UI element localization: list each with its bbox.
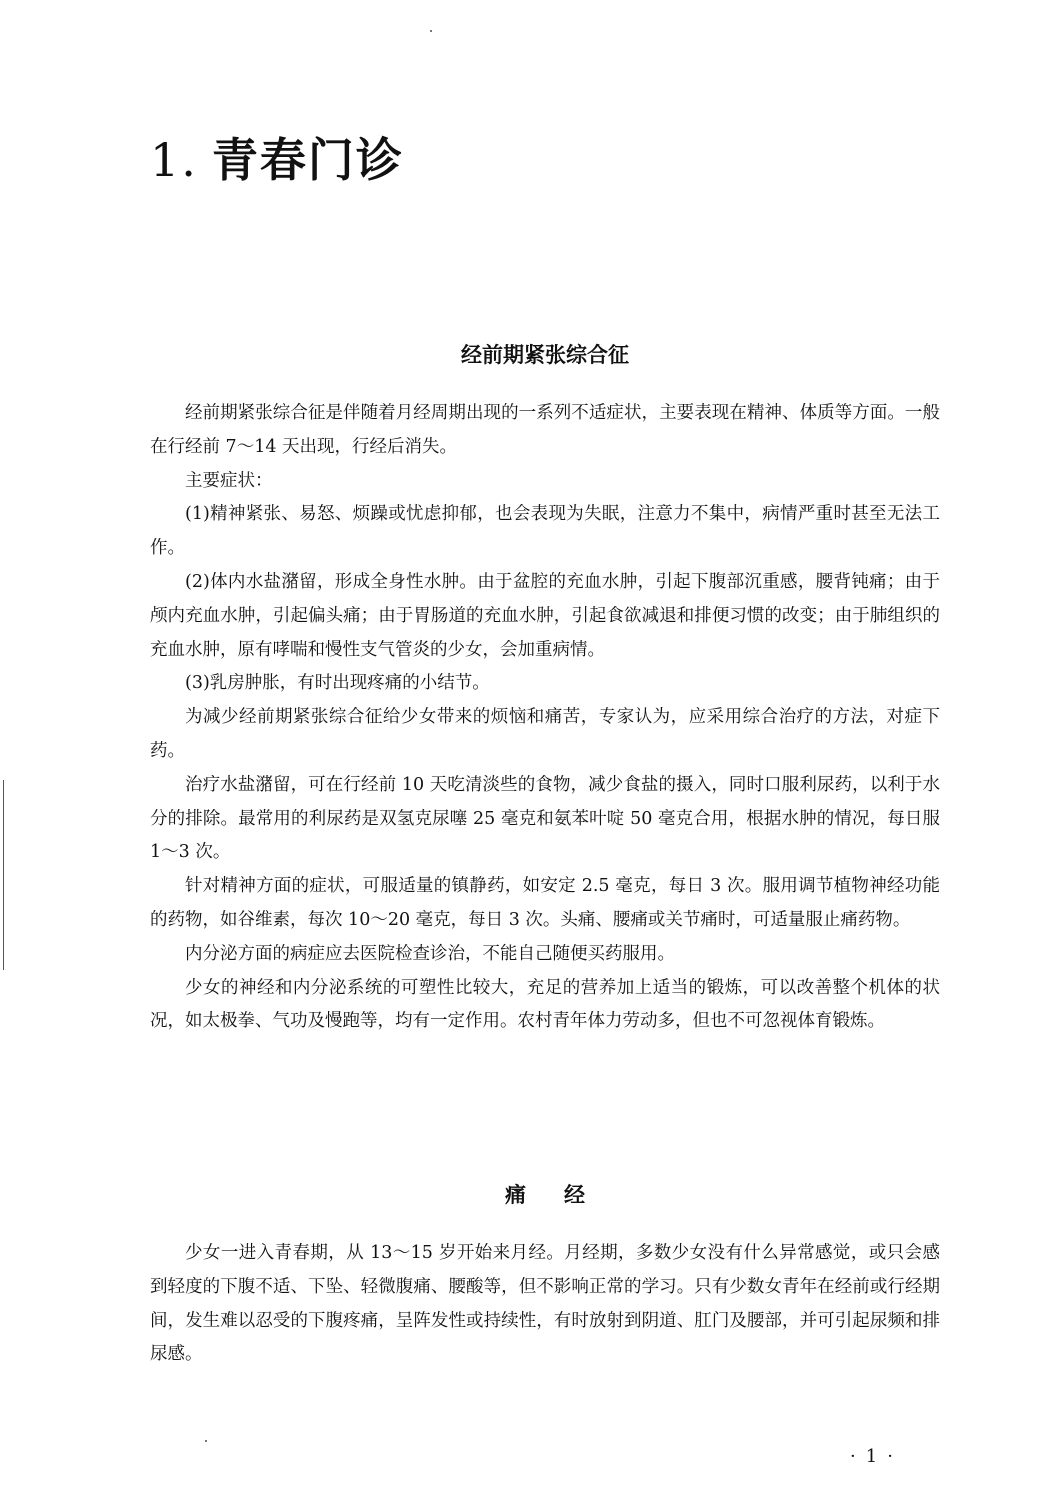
paragraph: 内分泌方面的病症应去医院检查诊治，不能自己随便买药服用。 — [185, 943, 675, 964]
scan-edge-line — [3, 780, 4, 970]
page-dot-left: · — [850, 1446, 856, 1467]
paragraph: 少女一进入青春期，从 13～15 岁开始来月经。月经期，多数少女没有什么异常感觉，或只会感到轻度的下腹不适、下坠、轻微腹痛、腰酸等，但不影响正常的学习。只有少数女青年在经前或行经期间，发生难以忍受的下腹疼痛，呈阵发性或持续性，有时放射到阴道、肛门及腰部，并可引起尿频和排尿感。 — [150, 1243, 940, 1365]
page-number — [840, 1446, 903, 1467]
section-body-dysmenorrhea — [150, 1237, 940, 1372]
paragraph: 为减少经前期紧张综合征给少女带来的烦恼和痛苦，专家认为，应采用综合治疗的方法，对症下药。 — [150, 707, 940, 761]
chapter-number: 1. — [150, 133, 198, 187]
paragraph: 针对精神方面的症状，可服适量的镇静药，如安定 2.5 毫克，每日 3 次。服用调节植物神经功能的药物，如谷维素，每次 10～20 毫克，每日 3 次。头痛、腰痛或关节痛时，可适量服止痛药物。 — [150, 876, 940, 930]
chapter-title-text: 青春门诊 — [211, 133, 404, 187]
page-dot-right: · — [887, 1446, 893, 1467]
paragraph: 经前期紧张综合征是伴随着月经周期出现的一系列不适症状，主要表现在精神、体质等方面。一般在行经前 7～14 天出现，行经后消失。 — [150, 403, 940, 457]
page-number-value: 1 — [865, 1446, 878, 1467]
paragraph: 主要症状： — [185, 470, 273, 491]
chapter-title — [150, 132, 404, 188]
section-body-pms — [150, 397, 940, 1039]
scan-speck — [430, 30, 432, 32]
paragraph: (3)乳房肿胀，有时出现疼痛的小结节。 — [185, 673, 490, 694]
paragraph: 少女的神经和内分泌系统的可塑性比较大，充足的营养加上适当的锻炼，可以改善整个机体的状况，如太极拳、气功及慢跑等，均有一定作用。农村青年体力劳动多，但也不可忽视体育锻炼。 — [150, 977, 940, 1032]
paragraph: (2)体内水盐潴留，形成全身性水肿。由于盆腔的充血水肿，引起下腹部沉重感，腰背钝痛；由于颅内充血水肿，引起偏头痛；由于胃肠道的充血水肿，引起食欲减退和排便习惯的改变；由于肺组织的充血水肿，原有哮喘和慢性支气管炎的少女，会加重病情。 — [150, 571, 940, 660]
paragraph: (1)精神紧张、易怒、烦躁或忧虑抑郁，也会表现为失眠，注意力不集中，病情严重时甚至无法工作。 — [150, 504, 940, 559]
scan-speck — [205, 1440, 207, 1442]
section-heading-dysmenorrhea: 痛经 — [505, 1183, 623, 1207]
paragraph: 治疗水盐潴留，可在行经前 10 天吃清淡些的食物，减少食盐的摄入，同时口服利尿药，以利于水分的排除。最常用的利尿药是双氢克尿噻 25 毫克和氨苯叶啶 50 毫克合用，根据水肿的情况，每日服 1～3 次。 — [150, 774, 940, 863]
section-heading-pms: 经前期紧张综合征 — [461, 343, 629, 367]
